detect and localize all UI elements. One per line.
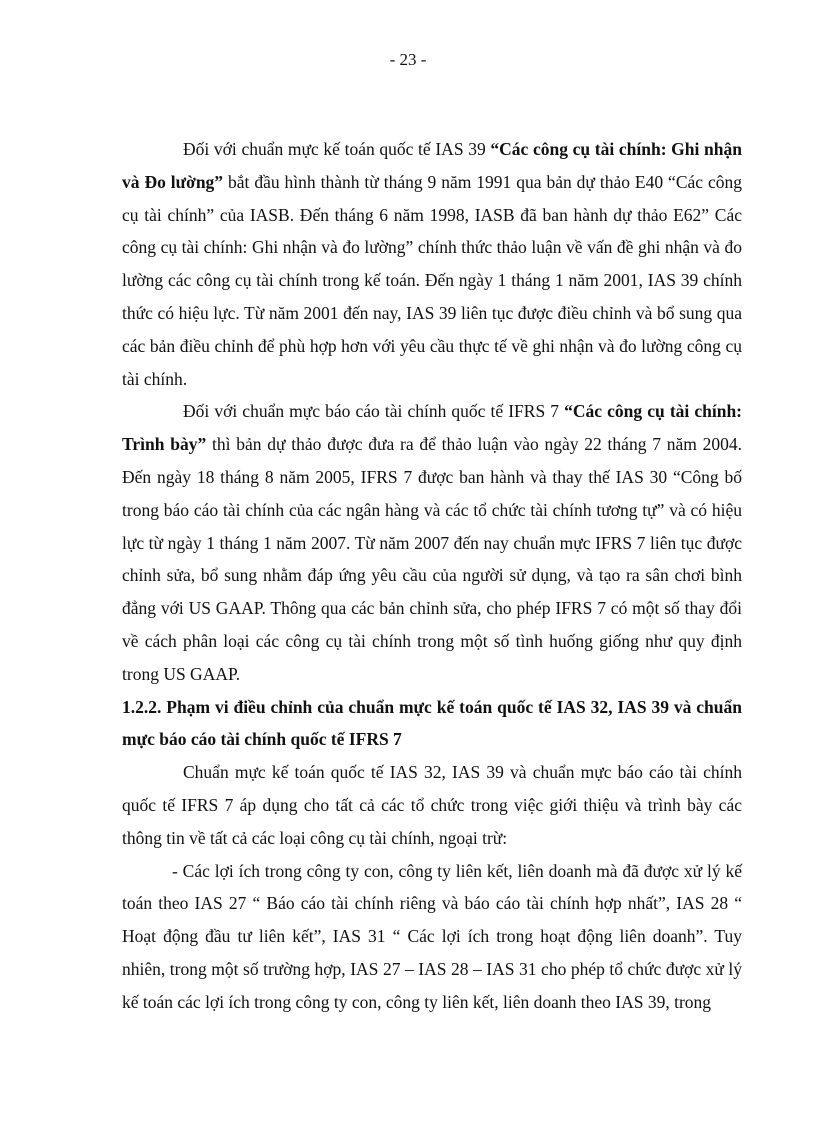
standard-title-ifrs7: “Các công cụ tài chính: Trình bày” (122, 401, 742, 455)
paragraph-text: thì bản dự thảo được đưa ra để thảo luận vào ngày 22 tháng 7 năm 2004. Đến ngày 18 tháng 8 năm 2005, IFRS 7 được ban hành và thay thế IAS 30 “Công bố trong báo cáo tài chính của các ngân hàng và các tổ chức tài chính tương tự” và có hiệu lực từ ngày 1 tháng 1 năm 2007. Từ năm 2007 đến nay chuẩn mực IFRS 7 liên tục được chỉnh sửa, bổ sung nhằm đáp ứng yêu cầu của người sử dụng, và tạo ra sân chơi bình đẳng với US GAAP. Thông qua các bản chỉnh sửa, cho phép IFRS 7 có một số thay đổi về cách phân loại các công cụ tài chính trong một số tình huống giống như quy định trong US GAAP. (122, 434, 743, 684)
standard-title-ias39: “Các công cụ tài chính: Ghi nhận và Đo lường” (122, 139, 742, 192)
paragraph-text: Đối với chuẩn mực báo cáo tài chính quốc tế IFRS 7 (183, 401, 565, 422)
page-number: - 23 - (389, 50, 427, 69)
paragraph-ias39-history (122, 133, 742, 395)
section-heading: 1.2.2. Phạm vi điều chỉnh của chuẩn mực kế toán quốc tế IAS 32, IAS 39 và chuẩn mực báo cáo tài chính quốc tế IFRS 7 (122, 696, 742, 750)
paragraph-text: bắt đầu hình thành từ tháng 9 năm 1991 qua bản dự thảo E40 “Các công cụ tài chính” của IASB. Đến tháng 6 năm 1998, IASB đã ban hành dự thảo E62” Các công cụ tài chính: Ghi nhận và đo lường” chính thức thảo luận về vấn đề ghi nhận và đo lường các công cụ tài chính trong kế toán. Đến ngày 1 tháng 1 năm 2001, IAS 39 chính thức có hiệu lực. Từ năm 2001 đến nay, IAS 39 liên tục được điều chỉnh và bổ sung qua các bản điều chỉnh để phù hợp hơn với yêu cầu thực tế về ghi nhận và đo lường công cụ tài chính. (122, 171, 742, 389)
paragraph-ifrs7-history (122, 395, 742, 690)
document-body (122, 133, 742, 1019)
list-item-exception: - Các lợi ích trong công ty con, công ty liên kết, liên doanh mà đã được xử lý kế toán theo IAS 27 “ Báo cáo tài chính riêng và báo cáo tài chính hợp nhất”, IAS 28 “ Hoạt động đầu tư liên kết”, IAS 31 “ Các lợi ích trong hoạt động liên doanh”. Tuy nhiên, trong một số trường hợp, IAS 27 – IAS 28 – IAS 31 cho phép tổ chức được xử lý kế toán các lợi ích trong công ty con, công ty liên kết, liên doanh theo IAS 39, trong (122, 860, 742, 1012)
paragraph-scope: Chuẩn mực kế toán quốc tế IAS 32, IAS 39 và chuẩn mực báo cáo tài chính quốc tế IFRS 7 áp dụng cho tất cả các tổ chức trong việc giới thiệu và trình bày các thông tin về tất cả các loại công cụ tài chính, ngoại trừ: (122, 762, 742, 848)
paragraph-text: Đối với chuẩn mực kế toán quốc tế IAS 39 (183, 139, 491, 159)
